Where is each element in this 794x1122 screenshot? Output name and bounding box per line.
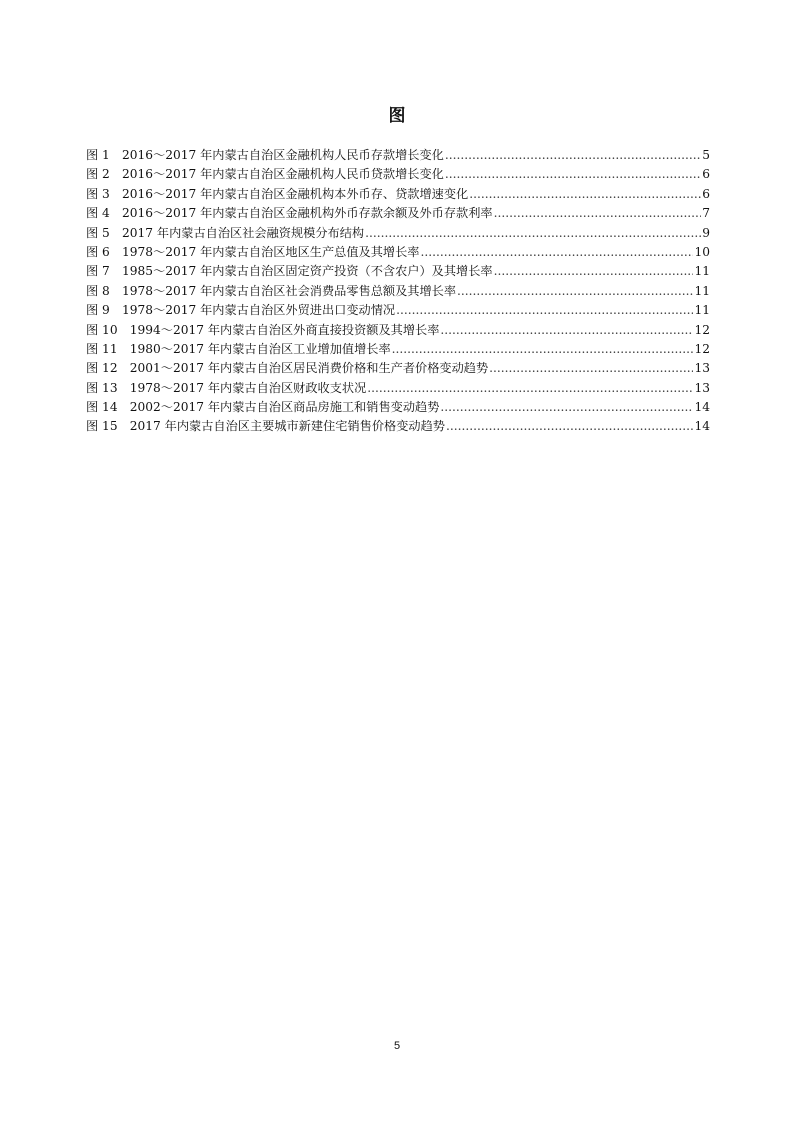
toc-entry-title: 图 12 2001～2017 年内蒙古自治区居民消费价格和生产者价格变动趋势 <box>86 361 489 376</box>
toc-entry[interactable] <box>86 185 710 204</box>
toc-entry-title: 图 8 1978～2017 年内蒙古自治区社会消费品零售总额及其增长率 <box>86 283 457 298</box>
toc-entry-page: 7 <box>702 206 710 221</box>
dot-leader <box>440 398 693 417</box>
toc-entry[interactable] <box>86 340 710 359</box>
toc-entry-title: 图 2 2016～2017 年内蒙古自治区金融机构人民币贷款增长变化 <box>86 167 444 182</box>
toc-entry[interactable] <box>86 146 710 165</box>
page-number: 5 <box>393 1040 401 1052</box>
toc-entry-title: 图 7 1985～2017 年内蒙古自治区固定资产投资（不含农户）及其增长率 <box>86 264 493 279</box>
toc-entry-title: 图 9 1978～2017 年内蒙古自治区外贸进出口变动情况 <box>86 303 396 318</box>
toc-entry-page: 12 <box>694 341 710 356</box>
dot-leader <box>420 243 693 262</box>
dot-leader <box>396 301 693 320</box>
toc-entry-page: 5 <box>702 148 710 162</box>
toc-entry-page: 6 <box>702 186 710 201</box>
toc-entry-page: 11 <box>694 303 710 318</box>
dot-leader <box>445 165 701 184</box>
toc-entry-page: 14 <box>694 419 710 434</box>
toc-entry-page: 14 <box>694 400 710 415</box>
figure-list <box>86 146 710 437</box>
dot-leader <box>469 185 701 204</box>
toc-entry-page: 10 <box>694 244 710 259</box>
dot-leader <box>494 204 702 223</box>
toc-entry[interactable] <box>86 301 710 320</box>
toc-entry-page: 13 <box>694 361 710 376</box>
toc-entry-title: 图 13 1978～2017 年内蒙古自治区财政收支状况 <box>86 380 367 395</box>
dot-leader <box>457 282 693 301</box>
dot-leader <box>392 340 694 359</box>
toc-entry-page: 13 <box>694 380 710 395</box>
toc-entry-title: 图 11 1980～2017 年内蒙古自治区工业增加值增长率 <box>86 341 391 356</box>
toc-entry-title: 图 10 1994～2017 年内蒙古自治区外商直接投资额及其增长率 <box>86 322 440 337</box>
dot-leader <box>440 321 693 340</box>
toc-entry[interactable] <box>86 398 710 417</box>
toc-entry-title: 图 5 2017 年内蒙古自治区社会融资规模分布结构 <box>86 225 365 240</box>
toc-entry-title: 图 14 2002～2017 年内蒙古自治区商品房施工和销售变动趋势 <box>86 400 440 415</box>
dot-leader <box>367 379 693 398</box>
toc-entry-title: 图 1 2016～2017 年内蒙古自治区金融机构人民币存款增长变化 <box>86 148 444 162</box>
dot-leader <box>365 224 701 243</box>
toc-entry-title: 图 6 1978～2017 年内蒙古自治区地区生产总值及其增长率 <box>86 244 420 259</box>
toc-entry[interactable] <box>86 224 710 243</box>
toc-entry[interactable] <box>86 262 710 281</box>
toc-entry[interactable] <box>86 243 710 262</box>
toc-entry[interactable] <box>86 165 710 184</box>
toc-entry-title: 图 4 2016～2017 年内蒙古自治区金融机构外币存款余额及外币存款利率 <box>86 206 493 221</box>
dot-leader <box>494 262 694 281</box>
toc-entry[interactable] <box>86 282 710 301</box>
toc-entry-page: 9 <box>702 225 710 240</box>
toc-entry-page: 6 <box>702 167 710 182</box>
toc-entry-page: 11 <box>694 264 710 279</box>
toc-entry[interactable] <box>86 379 710 398</box>
toc-entry[interactable] <box>86 204 710 223</box>
toc-entry-title: 图 3 2016～2017 年内蒙古自治区金融机构本外币存、贷款增速变化 <box>86 186 469 201</box>
toc-entry-page: 12 <box>694 322 710 337</box>
toc-entry[interactable] <box>86 417 710 436</box>
toc-entry[interactable] <box>86 321 710 340</box>
dot-leader <box>445 146 701 165</box>
dot-leader <box>489 359 693 378</box>
toc-entry-title: 图 15 2017 年内蒙古自治区主要城市新建住宅销售价格变动趋势 <box>86 419 445 434</box>
toc-entry-page: 11 <box>694 283 710 298</box>
dot-leader <box>446 417 694 436</box>
toc-heading: 图 <box>388 106 406 126</box>
toc-entry[interactable] <box>86 359 710 378</box>
